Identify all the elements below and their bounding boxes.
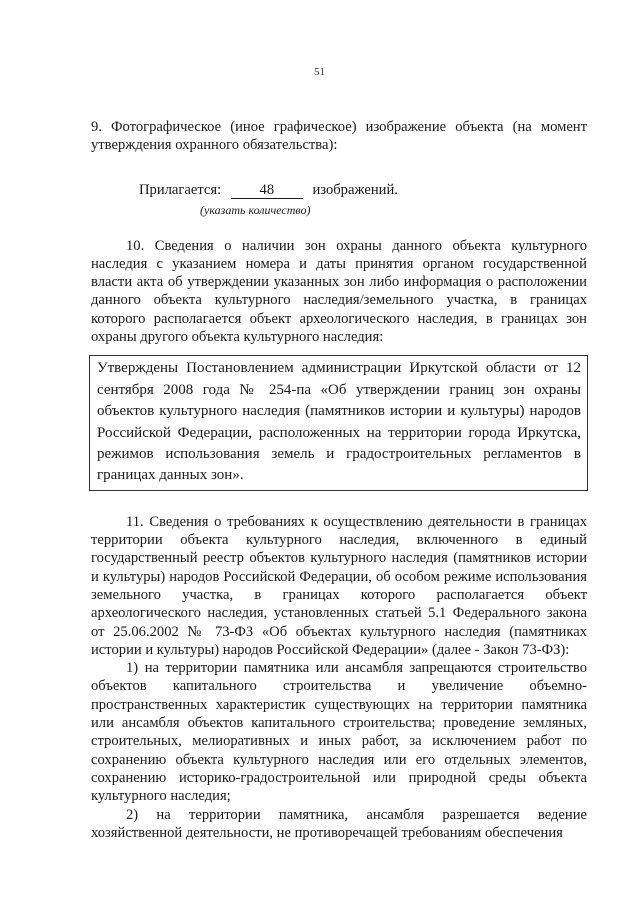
attached-images-line (91, 181, 587, 225)
section-11-item-1: 1) на территории памятника или ансамбля запрещаются строительство объектов капитального строительства и увеличение объемно-пространственных характеристик существующих на территории памятника или ансамбля объектов капитального строительства; проведение земляных, строительных, мелиоративных и иных работ, за исключением работ по сохранению объекта культурного наследия или его отдельных элементов, сохранению историко-градостроительной или природной среды объекта культурного наследия; (91, 660, 587, 805)
attached-label: Прилагается: (139, 181, 222, 198)
attached-hint: (указать количество) (200, 202, 311, 217)
section-10-text: 10. Сведения о наличии зон охраны данного объекта культурного наследия с указанием номера и даты принятия органом государственной власти акта об утверждении указанных зон либо информация о расположении данного объекта культурного наследия/земельного участка, в границах которого располагается объект археологического наследия, в границах зон охраны другого объекта культурного наследия: (91, 237, 587, 346)
attached-count: 48 (231, 183, 303, 199)
section-9-text: 9. Фотографическое (иное графическое) изображение объекта (на момент утверждения охранного обязательства): (91, 119, 587, 154)
document-body (91, 118, 587, 842)
page-number: 51 (314, 66, 325, 78)
section-11-item-2: 2) на территории памятника, ансамбля разрешается ведение хозяйственной деятельности, не противоречащей требованиям обеспечения (91, 806, 587, 841)
section-11-text: 11. Сведения о требованиях к осуществлению деятельности в границах территории объекта культурного наследия, включенного в единый государственный реестр объектов культурного наследия (памятников истории и культуры) народов Российской Федерации, об особом режиме использования земельного участка, в границах которого располагается объект археологического наследия, установленных статьей 5.1 Федерального закона от 25.06.2002 № 73-ФЗ «Об объектах культурного наследия (памятниках истории и культуры) народов Российской Федерации» (далее - Закон 73-ФЗ): (91, 513, 587, 658)
attached-suffix: изображений. (312, 181, 398, 198)
protection-zones-box: Утверждены Постановлением администрации Иркутской области от 12 сентября 2008 года № 254-па «Об утверждении границ зон охраны объектов культурного наследия (памятников истории и культуры) народов Российской Федерации, расположенных на территории города Иркутска, режимов использования земель и градостроительных регламентов в границах данных зон». (89, 355, 588, 490)
